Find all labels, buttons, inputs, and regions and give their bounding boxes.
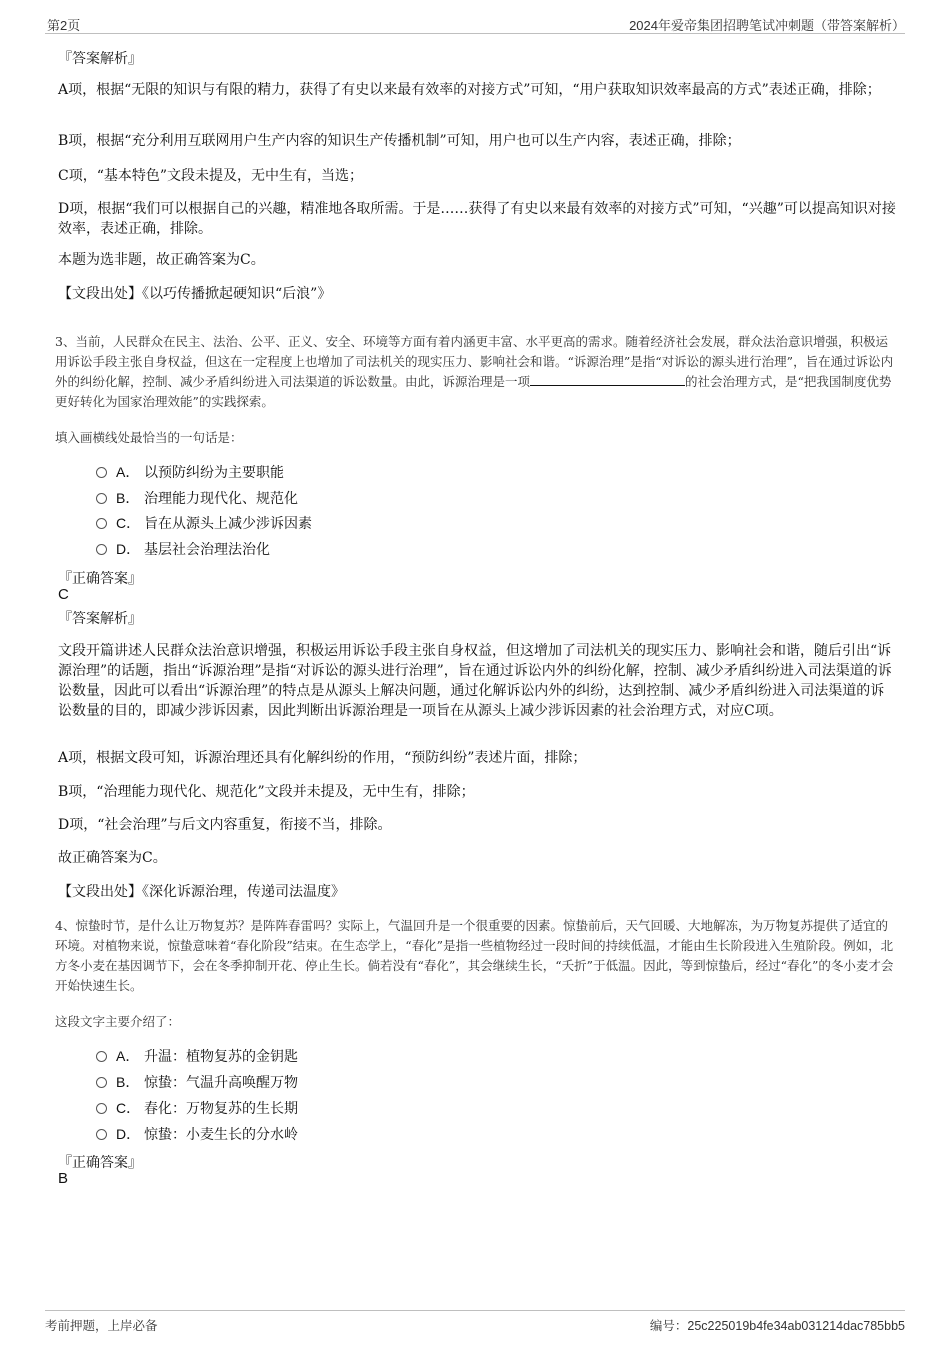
q3-answer-label: 『正确答案』	[58, 571, 142, 587]
radio-icon[interactable]	[96, 1077, 107, 1088]
option-text: 基层社会治理法治化	[144, 542, 270, 558]
option-text: 升温：植物复苏的金钥匙	[144, 1049, 298, 1065]
option-key: A．	[116, 1048, 140, 1064]
q3-stem	[55, 332, 895, 412]
q3-option-d[interactable]	[96, 539, 270, 559]
option-text: 旨在从源头上减少涉诉因素	[144, 516, 312, 532]
option-text: 治理能力现代化、规范化	[144, 491, 298, 507]
q2-explain-c: C项，“基本特色”文段未提及，无中生有，当选；	[58, 168, 364, 184]
radio-icon[interactable]	[96, 467, 107, 478]
q4-stem: 4、惊蛰时节，是什么让万物复苏？是阵阵春雷吗？实际上，气温回升是一个很重要的因素。惊蛰前后，天气回暖、大地解冻，为万物复苏提供了适宜的环境。对植物来说，惊蛰意味着“春化阶段”结束。在生态学上，“春化”是指一些植物经过一段时间的持续低温，才能由生长阶段进入生殖阶段。例如，北方冬小麦在基因调节下，会在冬季抑制开花、停止生长。倘若没有“春化”，其会继续生长，“夭折”于低温。因此，等到惊蛰后，经过“春化”的冬小麦才会开始快速生长。	[55, 918, 894, 993]
q4-option-c[interactable]	[96, 1098, 298, 1118]
radio-icon[interactable]	[96, 493, 107, 504]
page-number: 第2页	[47, 18, 81, 33]
q3-stem-after: 的社会治理方式，是“把我国制度优势更好转化为国家治理效能”的实践探索。	[55, 374, 892, 409]
option-key: C．	[116, 1100, 141, 1116]
radio-icon[interactable]	[96, 1103, 107, 1114]
q3-source: 【文段出处】《深化诉源治理，传递司法温度》	[58, 884, 345, 900]
q3-option-a[interactable]	[96, 462, 284, 482]
q2-explain-b: B项，根据“充分利用互联网用户生产内容的知识生产传播机制”可知，用户也可以生产内容，表述正确，排除；	[58, 133, 741, 149]
q3-explain-label: 『答案解析』	[58, 611, 142, 627]
document-title: 2024年爱帝集团招聘笔试冲刺题（带答案解析）	[629, 18, 905, 33]
radio-icon[interactable]	[96, 1129, 107, 1140]
document-id: 编号：25c225019b4fe34ab031214dac785bb5	[649, 1319, 905, 1333]
q2-explain-d: D项，根据“我们可以根据自己的兴趣，精准地各取所需。于是……获得了有史以来最有效率的对接方式”可知，“兴趣”可以提高知识对接效率，表述正确，排除。	[58, 201, 896, 237]
radio-icon[interactable]	[96, 518, 107, 529]
q3-fill-blank	[530, 373, 685, 386]
option-key: D．	[116, 541, 141, 557]
q4-prompt: 这段文字主要介绍了：	[55, 1014, 181, 1029]
q3-option-c[interactable]	[96, 513, 312, 533]
q3-stem-before: 3、当前，人民群众在民主、法治、公平、正义、安全、环境等方面有着内涵更丰富、水平更高的需求。随着经济社会发展，群众法治意识增强，积极运用诉讼手段主张自身权益，但这在一定程度上也增加了司法机关的现实压力、影响社会和谐。“诉源治理”是指“对诉讼的源头进行治理”，旨在通过诉讼内外的纠纷化解，控制、减少矛盾纠纷进入司法渠道的诉讼数量。由此，诉源治理是一项	[55, 334, 894, 389]
q3-explain-b: B项，“治理能力现代化、规范化”文段并未提及，无中生有，排除；	[58, 784, 475, 800]
q3-prompt: 填入画横线处最恰当的一句话是：	[55, 430, 243, 445]
q4-answer-label: 『正确答案』	[58, 1155, 142, 1171]
q3-explain: 文段开篇讲述人民群众法治意识增强，积极运用诉讼手段主张自身权益，但这增加了司法机关的现实压力、影响社会和谐，随后引出“诉源治理”的话题，指出“诉源治理”是指“对诉讼的源头进行治理”，旨在通过诉讼内外的纠纷化解，控制、减少矛盾纠纷进入司法渠道的诉讼数量，因此可以看出“诉源治理”的特点是从源头上解决问题，通过化解诉讼内外的纠纷，达到控制、减少矛盾纠纷进入司法渠道的诉讼数量的目的，即减少涉诉因素，因此判断出诉源治理是一项旨在从源头上减少涉诉因素的社会治理方式，对应C项。	[58, 643, 892, 719]
option-text: 春化：万物复苏的生长期	[144, 1101, 298, 1117]
q4-answer: B	[58, 1170, 69, 1187]
radio-icon[interactable]	[96, 1051, 107, 1062]
q3-explain-d: D项，“社会治理”与后文内容重复，衔接不当，排除。	[58, 817, 392, 833]
option-text: 以预防纠纷为主要职能	[144, 465, 284, 481]
q2-explain-a: A项，根据“无限的知识与有限的精力，获得了有史以来最有效率的对接方式”可知，“用户获取知识效率最高的方式”表述正确，排除；	[58, 82, 881, 98]
q4-option-b[interactable]	[96, 1072, 298, 1092]
q3-explain-a: A项，根据文段可知，诉源治理还具有化解纠纷的作用，“预防纠纷”表述片面，排除；	[58, 750, 587, 766]
option-text: 惊蛰：气温升高唤醒万物	[144, 1075, 298, 1091]
option-key: D．	[116, 1126, 141, 1142]
q3-conclusion: 故正确答案为C。	[58, 850, 167, 866]
q2-explain-label: 『答案解析』	[58, 51, 142, 67]
page-footer	[45, 1310, 905, 1335]
q2-conclusion: 本题为选非题，故正确答案为C。	[58, 252, 265, 268]
q2-source: 【文段出处】《以巧传播掀起硬知识“后浪”》	[58, 286, 332, 302]
page-header	[45, 13, 905, 34]
option-key: C．	[116, 515, 141, 531]
q3-answer: C	[58, 586, 69, 603]
q4-option-a[interactable]	[96, 1046, 298, 1066]
radio-icon[interactable]	[96, 544, 107, 555]
option-key: A．	[116, 464, 140, 480]
option-key: B．	[116, 490, 140, 506]
q4-option-d[interactable]	[96, 1124, 298, 1144]
q3-option-b[interactable]	[96, 488, 298, 508]
option-text: 惊蛰：小麦生长的分水岭	[144, 1127, 298, 1143]
footer-slogan: 考前押题，上岸必备	[45, 1319, 158, 1333]
option-key: B．	[116, 1074, 140, 1090]
